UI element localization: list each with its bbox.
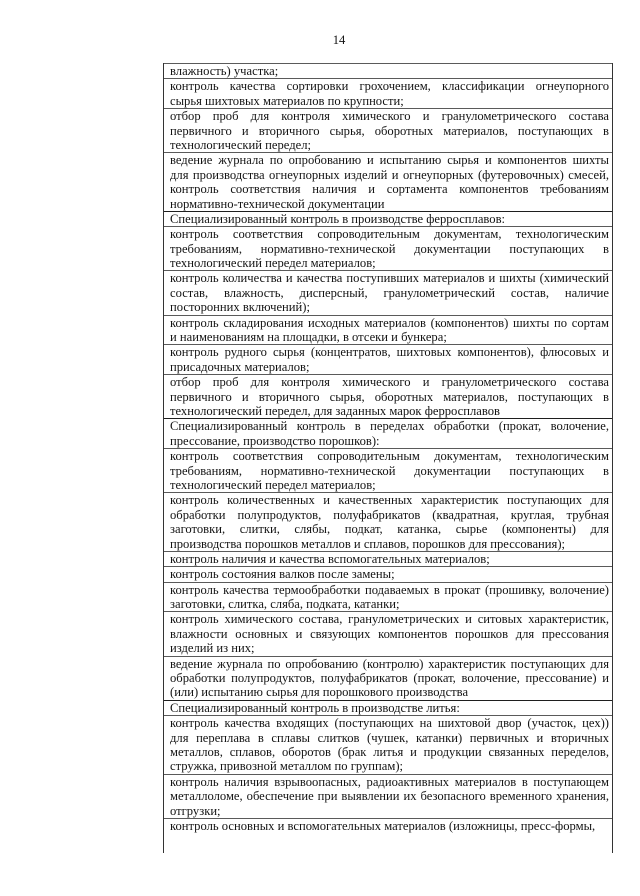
requirements-table (163, 63, 613, 853)
text-line: нормативно-технической документации (170, 196, 385, 211)
list-item (164, 774, 612, 818)
text-line: контроль соответствия сопроводительным документам, технологическим (170, 449, 609, 464)
text-line: металлоломе, обеспечение при выявлении их безопасного временного хранения, (170, 789, 609, 804)
text-line: контроль качества термообработки подаваемых в прокат (прошивку, волочение) (170, 582, 609, 597)
text-line: ведение журнала по опробованию (контролю) характеристик поступающих для (170, 656, 609, 671)
text-line: обработки полупродуктов, полуфабрикатов (квадратная, круглая, трубная (170, 507, 609, 522)
list-item (164, 492, 612, 551)
text-line: первичного и вторичного сырья, оборотных материалов, поступающих в (170, 123, 609, 138)
text-line: контроль соответствия наличия и сортамента компонентов требованиям (170, 182, 609, 197)
text-line: металлов, сплавов, оборотов (брак литья и продукции связанных переделов, (170, 744, 609, 759)
text-line: влажности основных и связующих компонентов порошков для прессования (170, 626, 609, 641)
text-line: изделий из них; (170, 641, 255, 656)
list-item (164, 551, 612, 566)
table-body (164, 63, 612, 833)
text-line: контроль наличия и качества вспомогательных материалов; (170, 551, 490, 566)
text-line: контроль количества и качества поступивших материалов и шихты (химический (170, 271, 609, 286)
text-line: технологический передел материалов; (170, 477, 376, 492)
text-line: состав, влажность, дисперсный, гранулометрический состав, наличие (170, 285, 609, 300)
list-item (164, 78, 612, 108)
text-line: влажность) участка; (170, 64, 279, 78)
text-line: обработки полупродуктов, полуфабрикатов (прокат, волочение, прессование) и (170, 671, 609, 686)
list-item (164, 582, 612, 612)
list-item (164, 344, 612, 374)
text-line: контроль основных и вспомогательных материалов (изложницы, пресс-формы, (170, 818, 596, 833)
text-line: технологический передел материалов; (170, 256, 376, 271)
list-item (164, 611, 612, 655)
list-item (164, 818, 612, 833)
text-line: первичного и вторичного сырья, оборотных материалов, поступающих в (170, 389, 609, 404)
text-line: Специализированный контроль в переделах обработки (прокат, волочение, (170, 419, 609, 434)
text-line: заготовки, слитка, сляба, подката, катанки; (170, 597, 400, 612)
text-line: требованиям, нормативно-технической документации поступающих в (170, 241, 609, 256)
text-line: технологический передел, для заданных марок ферросплавов (170, 403, 500, 418)
text-line: контроль качества входящих (поступающих на шихтовой двор (участок, цех)) (170, 716, 609, 731)
text-line: контроль качества сортировки грохочением, классификации огнеупорного (170, 79, 609, 94)
text-line: (или) испытанию сырья для порошкового производства (170, 685, 469, 700)
text-line: прессование, производство порошков): (170, 433, 380, 448)
text-line: посторонних включений); (170, 300, 310, 315)
text-line: для переплава в сплавы слитков (чушек, катанки) первичных и вторичных (170, 730, 609, 745)
text-line: Специализированный контроль в производстве ферросплавов: (170, 211, 506, 226)
text-line: отбор проб для контроля химического и гранулометрического состава (170, 375, 609, 390)
text-line: отгрузки; (170, 803, 221, 818)
list-item (164, 374, 612, 418)
text-line: контроль наличия взрывоопасных, радиоактивных материалов в поступающем (170, 774, 609, 789)
text-line: сырья шихтовых материалов по крупности; (170, 93, 404, 108)
list-item (164, 566, 612, 581)
text-line: технологический передел; (170, 137, 311, 152)
text-line: и наименованиям на площадки, в отсеки и бункера; (170, 330, 447, 345)
text-line: отбор проб для контроля химического и гранулометрического состава (170, 109, 609, 124)
text-line: заготовки, слитки, слябы, подкат, катанка, сырье (компоненты) для (170, 522, 609, 537)
text-line: контроль рудного сырья (концентратов, шихтовых компонентов), флюсовых и (170, 345, 609, 360)
section-heading (164, 211, 612, 226)
text-line: производства порошков металлов и сплавов, порошков для прессования); (170, 536, 566, 551)
list-item (164, 448, 612, 492)
list-item (164, 656, 612, 700)
text-line: требованиям, нормативно-технической документации поступающих в (170, 463, 609, 478)
page-number: 14 (332, 33, 346, 47)
text-line: для производства огнеупорных изделий и огнеупорных (футеровочных) смесей, (170, 167, 609, 182)
list-item (164, 63, 612, 78)
text-line: стружка, привозной металлом по группам); (170, 759, 404, 774)
text-line: контроль соответствия сопроводительным документам, технологическим (170, 227, 609, 242)
list-item (164, 152, 612, 211)
list-item (164, 715, 612, 774)
text-line: контроль состояния валков после замены; (170, 567, 395, 582)
section-heading (164, 700, 612, 715)
text-line: контроль количественных и качественных характеристик поступающих для (170, 493, 609, 508)
list-item (164, 226, 612, 270)
list-item (164, 270, 612, 314)
text-line: Специализированный контроль в производстве литья: (170, 700, 460, 715)
section-heading (164, 418, 612, 448)
list-item (164, 315, 612, 345)
text-line: присадочных материалов; (170, 359, 310, 374)
list-item (164, 108, 612, 152)
text-line: контроль складирования исходных материалов (компонентов) шихты по сортам (170, 315, 609, 330)
text-line: контроль химического состава, гранулометрических и ситовых характеристик, (170, 612, 609, 627)
text-line: ведение журнала по опробованию и испытанию сырья и компонентов шихты (170, 153, 609, 168)
